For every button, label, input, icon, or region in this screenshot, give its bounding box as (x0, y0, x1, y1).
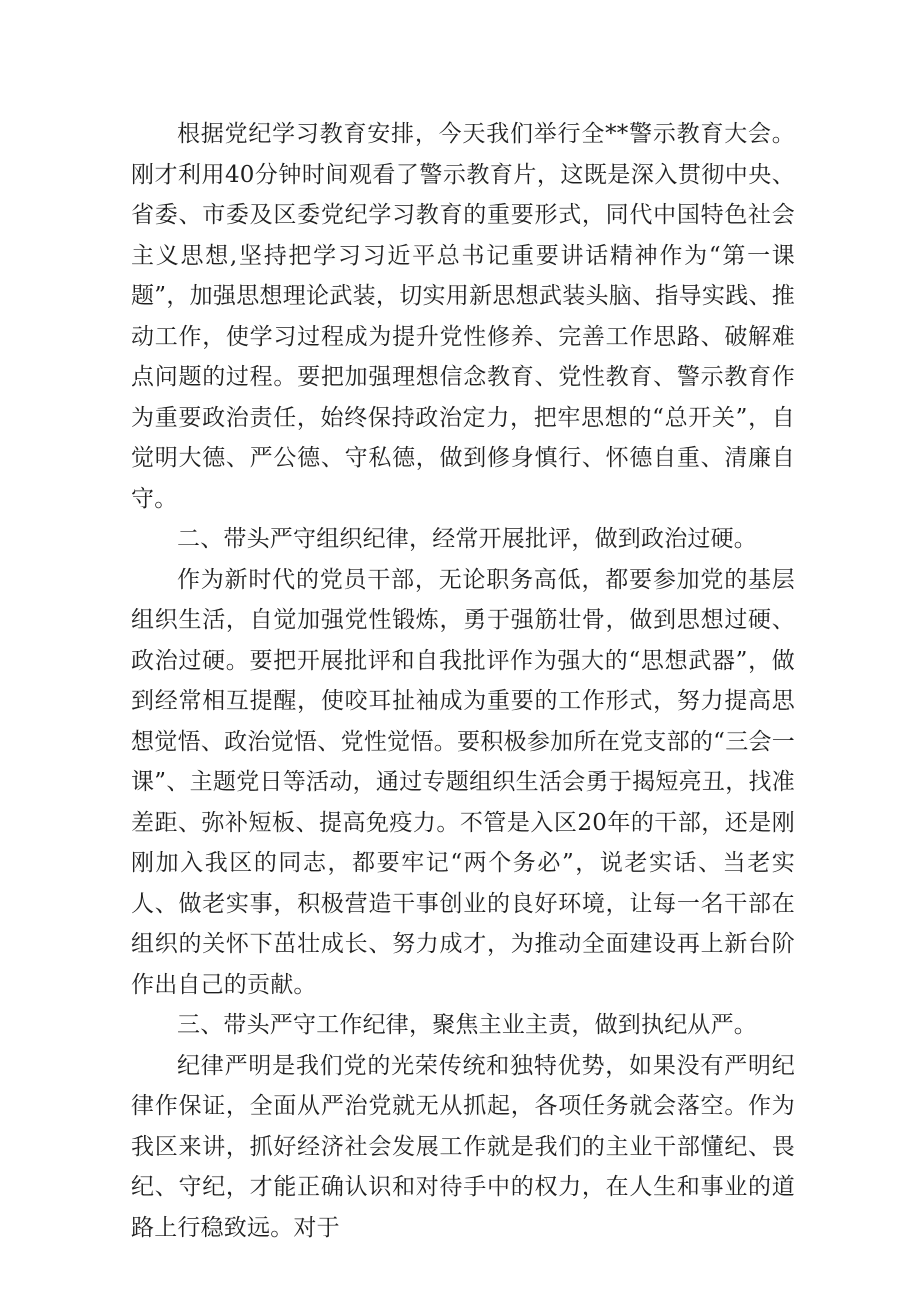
document-body (131, 114, 795, 1248)
paragraph-intro: 根据党纪学习教育安排，今天我们举行全**警示教育大会。刚才利用40分钟时间观看了警示教育片，这既是深入贯彻中央、省委、市委及区委党纪学习教育的重要形式，同代中国特色社会主义思想,坚持把学习习近平总书记重要讲话精神作为“第一课题”，加强思想理论武装，切实用新思想武装头脑、指导实践、推动工作，使学习过程成为提升党性修养、完善工作思路、破解难点问题的过程。要把加强理想信念教育、党性教育、警示教育作为重要政治责任，始终保持政治定力，把牢思想的“总开关”，自觉明大德、严公德、守私德，做到修身慎行、怀德自重、清廉自守。 (131, 121, 795, 512)
section-heading-2: 二、带头严守组织纪律，经常开展批评，做到政治过硬。 (177, 526, 757, 552)
paragraph-section-3: 纪律严明是我们党的光荣传统和独特优势，如果没有严明纪律作保证，全面从严治党就无从抓起，各项任务就会落空。作为我区来讲，抓好经济社会发展工作就是我们的主业干部懂纪、畏纪、守纪，才能正确认识和对待手中的权力，在人生和事业的道路上行稳致远。对于 (131, 1052, 795, 1241)
section-heading-3: 三、带头严守工作纪律，聚焦主业主责，做到执纪从严。 (177, 1012, 757, 1038)
paragraph-section-2: 作为新时代的党员干部，无论职务高低，都要参加党的基层组织生活，自觉加强党性锻炼，勇于强筋壮骨，做到思想过硬、政治过硬。要把开展批评和自我批评作为强大的“思想武器”，做到经常相互提醒，使咬耳扯袖成为重要的工作形式，努力提高思想觉悟、政治觉悟、党性觉悟。要积极参加所在党支部的“三会一课”、主题党日等活动，通过专题组织生活会勇于揭短亮丑，找准差距、弥补短板、提高免疫力。不管是入区20年的干部，还是刚刚加入我区的同志，都要牢记“两个务必”，说老实话、当老实人、做老实事，积极营造干事创业的良好环境，让每一名干部在组织的关怀下茁壮成长、努力成才，为推动全面建设再上新台阶作出自己的贡献。 (131, 566, 795, 998)
